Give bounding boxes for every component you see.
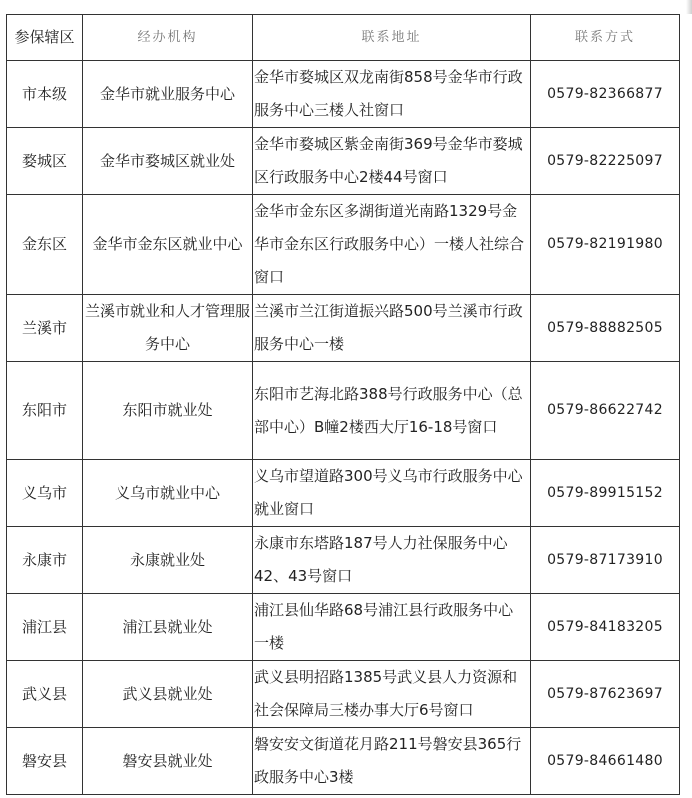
- table-row: [7, 527, 680, 594]
- district-cell: 义乌市: [7, 460, 83, 527]
- org-cell: 义乌市就业中心: [83, 460, 253, 527]
- table-row: [7, 661, 680, 728]
- district-cell: 永康市: [7, 527, 83, 594]
- address-cell: 金华市婺城区双龙南街858号金华市行政服务中心三楼人社窗口: [253, 61, 531, 128]
- address-cell: 东阳市艺海北路388号行政服务中心（总部中心）B幢2楼西大厅16-18号窗口: [253, 362, 531, 460]
- org-cell: 磐安县就业处: [83, 728, 253, 795]
- office-contact-table-container: [6, 14, 680, 795]
- table-row: [7, 460, 680, 527]
- table-row: [7, 594, 680, 661]
- org-cell: 金华市婺城区就业处: [83, 128, 253, 195]
- phone-cell: 0579-87173910: [531, 527, 680, 594]
- address-cell: 金华市金东区多湖街道光南路1329号金华市金东区行政服务中心）一楼人社综合窗口: [253, 195, 531, 295]
- table-row: [7, 728, 680, 795]
- org-cell: 东阳市就业处: [83, 362, 253, 460]
- table-row: [7, 128, 680, 195]
- org-cell: 武义县就业处: [83, 661, 253, 728]
- phone-cell: 0579-86622742: [531, 362, 680, 460]
- office-contact-table: [6, 14, 680, 795]
- header-phone: 联系方式: [531, 15, 680, 61]
- address-cell: 金华市婺城区紫金南街369号金华市婺城区行政服务中心2楼44号窗口: [253, 128, 531, 195]
- org-cell: 浦江县就业处: [83, 594, 253, 661]
- district-cell: 婺城区: [7, 128, 83, 195]
- org-cell: 金华市就业服务中心: [83, 61, 253, 128]
- district-cell: 武义县: [7, 661, 83, 728]
- phone-cell: 0579-82366877: [531, 61, 680, 128]
- district-cell: 金东区: [7, 195, 83, 295]
- phone-cell: 0579-82225097: [531, 128, 680, 195]
- header-district: 参保辖区: [7, 15, 83, 61]
- table-row: [7, 295, 680, 362]
- window-edge-shadow: [686, 0, 692, 14]
- address-cell: 武义县明招路1385号武义县人力资源和社会保障局三楼办事大厅6号窗口: [253, 661, 531, 728]
- district-cell: 市本级: [7, 61, 83, 128]
- table-header-row: [7, 15, 680, 61]
- address-cell: 兰溪市兰江街道振兴路500号兰溪市行政服务中心一楼: [253, 295, 531, 362]
- org-cell: 永康就业处: [83, 527, 253, 594]
- org-cell: 金华市金东区就业中心: [83, 195, 253, 295]
- org-cell: 兰溪市就业和人才管理服务中心: [83, 295, 253, 362]
- table-row: [7, 195, 680, 295]
- header-org: 经办机构: [83, 15, 253, 61]
- district-cell: 磐安县: [7, 728, 83, 795]
- district-cell: 东阳市: [7, 362, 83, 460]
- phone-cell: 0579-84183205: [531, 594, 680, 661]
- district-cell: 兰溪市: [7, 295, 83, 362]
- address-cell: 磐安安文街道花月路211号磐安县365行政服务中心3楼: [253, 728, 531, 795]
- phone-cell: 0579-89915152: [531, 460, 680, 527]
- phone-cell: 0579-88882505: [531, 295, 680, 362]
- phone-cell: 0579-82191980: [531, 195, 680, 295]
- table-row: [7, 61, 680, 128]
- table-row: [7, 362, 680, 460]
- phone-cell: 0579-87623697: [531, 661, 680, 728]
- district-cell: 浦江县: [7, 594, 83, 661]
- address-cell: 义乌市望道路300号义乌市行政服务中心就业窗口: [253, 460, 531, 527]
- header-address: 联系地址: [253, 15, 531, 61]
- address-cell: 浦江县仙华路68号浦江县行政服务中心一楼: [253, 594, 531, 661]
- address-cell: 永康市东塔路187号人力社保服务中心42、43号窗口: [253, 527, 531, 594]
- phone-cell: 0579-84661480: [531, 728, 680, 795]
